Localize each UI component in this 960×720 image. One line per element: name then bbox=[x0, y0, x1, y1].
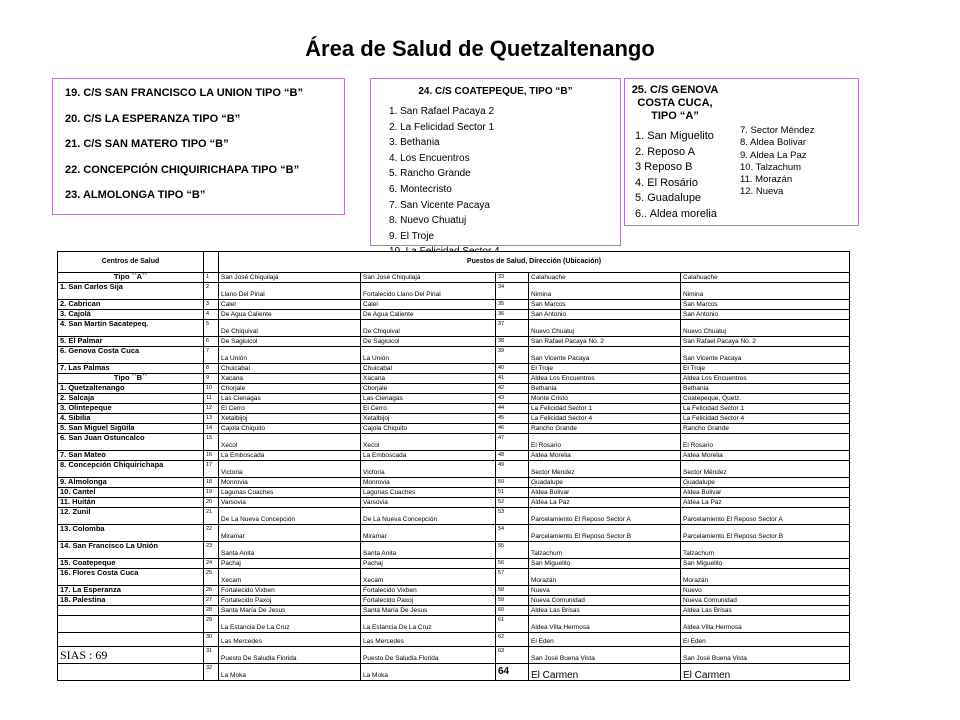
table-cell: El Carmen bbox=[681, 664, 850, 681]
list-item: 6.. Aldea morelia bbox=[635, 207, 717, 220]
table-cell: Chorjale bbox=[219, 384, 361, 394]
table-cell: San Marcos bbox=[681, 300, 850, 310]
list-item: 7. San Vicente Pacaya bbox=[389, 199, 490, 211]
list-item: 5. Guadalupe bbox=[635, 192, 702, 204]
table-cell: Xacana bbox=[361, 374, 496, 384]
health-center-cell: 1. San Carlos Sija bbox=[58, 283, 204, 300]
list-item: 10. Talzachum bbox=[740, 161, 802, 173]
type-label-cell: Tipo ``B`` bbox=[58, 374, 204, 384]
table-cell: Bethania bbox=[529, 384, 681, 394]
table-row bbox=[58, 337, 850, 347]
table-cell: Miramar bbox=[361, 525, 496, 542]
box-line: 23. ALMOLONGA TIPO “B” bbox=[65, 189, 206, 201]
table-row bbox=[58, 300, 850, 310]
table-row bbox=[58, 508, 850, 525]
table-cell: Nueva Comunidad bbox=[529, 596, 681, 606]
post-number-cell: 4 bbox=[204, 310, 219, 320]
post-number-cell: 6 bbox=[204, 337, 219, 347]
list-item: 6. Montecristo bbox=[389, 183, 452, 195]
post-number-cell: 10 bbox=[204, 384, 219, 394]
table-cell: Varsovia bbox=[219, 498, 361, 508]
table-cell: De Sagiuicol bbox=[361, 337, 496, 347]
table-cell: Chuicabal bbox=[219, 364, 361, 374]
post-number-cell: 11 bbox=[204, 394, 219, 404]
table-cell: Cajola Chiquito bbox=[361, 424, 496, 434]
column-header: Puestos de Salud, Dirección (Ubicación) bbox=[219, 252, 850, 273]
health-center-cell: 16. Flores Costa Cuca bbox=[58, 569, 204, 586]
table-cell: San Vicente Pacaya bbox=[681, 347, 850, 364]
table-cell: Aldea Las Brisas bbox=[681, 606, 850, 616]
box-header: 25. C/S GENOVA COSTA CUCA, TIPO “A” bbox=[631, 84, 719, 122]
table-row bbox=[58, 384, 850, 394]
table-cell: Fortalecido Vixben bbox=[219, 586, 361, 596]
table-row bbox=[58, 542, 850, 559]
table-row bbox=[58, 461, 850, 478]
post-number-cell: 1 bbox=[204, 273, 219, 283]
table-body bbox=[58, 273, 850, 681]
post-number-cell: 39 bbox=[496, 347, 529, 364]
health-center-cell: 14. San Francisco La Unión bbox=[58, 542, 204, 559]
table-cell: Aldea Morelia bbox=[529, 451, 681, 461]
post-number-cell: 54 bbox=[496, 525, 529, 542]
table-cell: Aldea Los Encuentros bbox=[681, 374, 850, 384]
health-center-cell: 3. Olintepeque bbox=[58, 404, 204, 414]
table-row bbox=[58, 347, 850, 364]
table-cell: De Chiquival bbox=[361, 320, 496, 337]
table-cell: El Cerro bbox=[219, 404, 361, 414]
box-header: 24. C/S COATEPEQUE, TIPO “B” bbox=[418, 86, 573, 97]
table-cell: Xecol bbox=[219, 434, 361, 451]
table-cell: Sector Mendez bbox=[529, 461, 681, 478]
table-cell: Aldea Villa Hermosa bbox=[529, 616, 681, 633]
box-item-list bbox=[371, 100, 620, 260]
table-cell: Varsovia bbox=[361, 498, 496, 508]
table-row bbox=[58, 586, 850, 596]
list-item: 2. Reposo A bbox=[635, 145, 695, 158]
table-cell: Rancho Grande bbox=[681, 424, 850, 434]
post-number-cell: 18 bbox=[204, 478, 219, 488]
box-line: 22. CONCEPCIÓN CHIQUIRICHAPA TIPO “B” bbox=[65, 163, 300, 176]
health-center-cell: 6. Genova Costa Cuca bbox=[58, 347, 204, 364]
table-row bbox=[58, 273, 850, 283]
box-right-list bbox=[740, 125, 814, 199]
post-number-cell: 41 bbox=[496, 374, 529, 384]
coatepeque-box bbox=[370, 78, 621, 246]
box-line: 20. C/S LA ESPERANZA TIPO “B” bbox=[65, 112, 241, 125]
table-cell: Las Mercedes bbox=[361, 633, 496, 647]
table-row bbox=[58, 498, 850, 508]
table-cell: Parcelamiento El Reposo Sector B bbox=[529, 525, 681, 542]
table-cell: San Rafael Pacaya No. 2 bbox=[529, 337, 681, 347]
table-cell: Las Cienagas bbox=[219, 394, 361, 404]
table-cell: Victoria bbox=[219, 461, 361, 478]
table-cell: San José Chiquilajá bbox=[219, 273, 361, 283]
table-cell: El Troje bbox=[529, 364, 681, 374]
table-cell: La Estancia De La Cruz bbox=[219, 616, 361, 633]
table-cell: Victoria bbox=[361, 461, 496, 478]
table-cell: Monrovia bbox=[219, 478, 361, 488]
list-item: 3 Reposo B bbox=[635, 161, 693, 173]
table-cell: San Marcos bbox=[529, 300, 681, 310]
box-left-list bbox=[635, 129, 717, 222]
table-cell: La Felicidad Sector 1 bbox=[529, 404, 681, 414]
table-cell: Aldea Los Encuentros bbox=[529, 374, 681, 384]
table-cell: Xecam bbox=[219, 569, 361, 586]
table-cell: Coatepeque, Quetz. bbox=[681, 394, 850, 404]
table-cell: La Moka bbox=[219, 664, 361, 681]
list-item: 4. El Rosário bbox=[635, 176, 698, 189]
table-cell: De La Nueva Concepción bbox=[361, 508, 496, 525]
post-number-cell: 52 bbox=[496, 498, 529, 508]
post-number-cell: 27 bbox=[204, 596, 219, 606]
table-cell: Parcelamiento El Reposo Sector A bbox=[529, 508, 681, 525]
table-cell: El Rosario bbox=[529, 434, 681, 451]
table-cell: De Agua Caliente bbox=[219, 310, 361, 320]
table-cell: Morazán bbox=[681, 569, 850, 586]
health-center-cell: 1. Quetzaltenango bbox=[58, 384, 204, 394]
post-number-cell: 44 bbox=[496, 404, 529, 414]
post-number-cell: 57 bbox=[496, 569, 529, 586]
table-cell: De La Nueva Concepción bbox=[219, 508, 361, 525]
post-number-cell: 28 bbox=[204, 606, 219, 616]
table-cell: Talzachum bbox=[529, 542, 681, 559]
table-cell: El Rosario bbox=[681, 434, 850, 451]
list-item: 4. Los Encuentros bbox=[389, 152, 470, 164]
table-cell: Chorjale bbox=[361, 384, 496, 394]
post-number-cell: 3 bbox=[204, 300, 219, 310]
table-cell: San Rafael Pacaya No. 2 bbox=[681, 337, 850, 347]
table-cell: San Antonio bbox=[529, 310, 681, 320]
table-cell: Fortalecido Vixben bbox=[361, 586, 496, 596]
table-row bbox=[58, 596, 850, 606]
health-center-cell: 5. San Miguel Sigüila bbox=[58, 424, 204, 434]
table-cell: De Agua Caliente bbox=[361, 310, 496, 320]
health-center-cell: 4. Sibilia bbox=[58, 414, 204, 424]
post-number-cell: 50 bbox=[496, 478, 529, 488]
box-line: 19. C/S SAN FRANCISCO LA UNION TIPO “B” bbox=[65, 87, 303, 99]
table-row bbox=[58, 434, 850, 451]
list-item: 1. San Rafael Pacaya 2 bbox=[389, 106, 495, 117]
table-cell: Pachaj bbox=[361, 559, 496, 569]
table-cell: Xecol bbox=[361, 434, 496, 451]
post-number-cell: 23 bbox=[204, 542, 219, 559]
table-row bbox=[58, 394, 850, 404]
table-cell: San Miguelito bbox=[529, 559, 681, 569]
table-row bbox=[58, 424, 850, 434]
post-number-cell: 35 bbox=[496, 300, 529, 310]
post-number-cell: 12 bbox=[204, 404, 219, 414]
post-number-cell: 64 bbox=[496, 664, 529, 681]
health-center-cell: 7. San Mateo bbox=[58, 451, 204, 461]
post-number-cell: 49 bbox=[496, 461, 529, 478]
post-number-cell: 38 bbox=[496, 337, 529, 347]
table-cell: La Moka bbox=[361, 664, 496, 681]
post-number-cell: 62 bbox=[496, 633, 529, 647]
post-number-cell: 51 bbox=[496, 488, 529, 498]
table-row bbox=[58, 404, 850, 414]
table-cell: Sector Méndez bbox=[681, 461, 850, 478]
table-cell: Santa Anita bbox=[219, 542, 361, 559]
table-cell: Lagunas Cuaches bbox=[361, 488, 496, 498]
table-cell: Fortalecido Llano Del Pinal bbox=[361, 283, 496, 300]
health-center-cell: 2. Cabrican bbox=[58, 300, 204, 310]
health-center-cell: 9. Almolonga bbox=[58, 478, 204, 488]
post-number-cell: 48 bbox=[496, 451, 529, 461]
health-center-cell: 2. Salcaja bbox=[58, 394, 204, 404]
table-cell: La Emboscada bbox=[361, 451, 496, 461]
table-row bbox=[58, 569, 850, 586]
post-number-cell: 34 bbox=[496, 283, 529, 300]
table-row bbox=[58, 374, 850, 384]
health-center-cell: 6. San Juan Ostuncalco bbox=[58, 434, 204, 451]
table-cell: Monrovia bbox=[361, 478, 496, 488]
post-number-cell: 15 bbox=[204, 434, 219, 451]
table-cell: La Unión bbox=[219, 347, 361, 364]
health-center-cell: 7. Las Palmas bbox=[58, 364, 204, 374]
health-center-cell: 11. Huitán bbox=[58, 498, 204, 508]
post-number-cell: 13 bbox=[204, 414, 219, 424]
post-number-cell: 36 bbox=[496, 310, 529, 320]
post-number-cell: 24 bbox=[204, 559, 219, 569]
table-cell: Aldea Bolivar bbox=[681, 488, 850, 498]
table-cell: Santa Anita bbox=[361, 542, 496, 559]
table-cell: Lagunas Cuaches bbox=[219, 488, 361, 498]
table-cell: Nuevo Chuatuj bbox=[681, 320, 850, 337]
post-number-cell: 53 bbox=[496, 508, 529, 525]
table-cell: Nuevo Chuatuj bbox=[529, 320, 681, 337]
sias-count: SIAS : 69 bbox=[58, 647, 204, 664]
table-cell: Miramar bbox=[219, 525, 361, 542]
post-number-cell: 58 bbox=[496, 586, 529, 596]
post-number-cell: 31 bbox=[204, 647, 219, 664]
table-cell: Aldea Morelia bbox=[681, 451, 850, 461]
table-cell: Calahuache bbox=[681, 273, 850, 283]
post-number-cell: 9 bbox=[204, 374, 219, 384]
health-center-cell: 12. Zunil bbox=[58, 508, 204, 525]
table-cell: Pachaj bbox=[219, 559, 361, 569]
table-cell: Nueva Comunidad bbox=[681, 596, 850, 606]
health-center-cell bbox=[58, 633, 204, 647]
table-row bbox=[58, 616, 850, 633]
table-cell: Calahuache bbox=[529, 273, 681, 283]
table-cell: Aldea Villa Hermosa bbox=[681, 616, 850, 633]
table-cell: Bethania bbox=[681, 384, 850, 394]
table-row bbox=[58, 451, 850, 461]
table-cell: Puesto De Saludla Florida bbox=[361, 647, 496, 664]
table-row bbox=[58, 320, 850, 337]
health-posts-table bbox=[57, 251, 850, 681]
table-cell: De Chiquival bbox=[219, 320, 361, 337]
table-cell: Monte Cristo bbox=[529, 394, 681, 404]
post-number-cell: 5 bbox=[204, 320, 219, 337]
table-cell: Guadalupe bbox=[681, 478, 850, 488]
table-row bbox=[58, 606, 850, 616]
post-number-cell: 45 bbox=[496, 414, 529, 424]
health-center-cell: 13. Colomba bbox=[58, 525, 204, 542]
table-cell: San José Buena Vista bbox=[529, 647, 681, 664]
table-cell: San José Chiquilajá bbox=[361, 273, 496, 283]
post-number-cell: 16 bbox=[204, 451, 219, 461]
post-number-cell: 47 bbox=[496, 434, 529, 451]
health-center-cell bbox=[58, 606, 204, 616]
table-cell: Fortalecido Paxoj bbox=[219, 596, 361, 606]
list-item: 3. Bethania bbox=[389, 137, 440, 149]
table-cell: La Unión bbox=[361, 347, 496, 364]
post-number-cell: 20 bbox=[204, 498, 219, 508]
table-cell: Xetalbijoj bbox=[361, 414, 496, 424]
table-row bbox=[58, 525, 850, 542]
column-header: Centros de Salud bbox=[58, 252, 204, 273]
health-center-cell: 8. Concepción Chiquirichapa bbox=[58, 461, 204, 478]
post-number-cell: 25 bbox=[204, 569, 219, 586]
health-center-cell: 4. San Martín Sacatepeq. bbox=[58, 320, 204, 337]
table-cell: Las Cienagas bbox=[361, 394, 496, 404]
health-center-cell: 10. Cantel bbox=[58, 488, 204, 498]
health-center-cell bbox=[58, 664, 204, 681]
table-cell: Cajola Chiquito bbox=[219, 424, 361, 434]
post-number-cell: 42 bbox=[496, 384, 529, 394]
table-cell: La Felicidad Sector 4 bbox=[681, 414, 850, 424]
table-cell: Parcelamiento El Reposo Sector A bbox=[681, 508, 850, 525]
table-cell: Las Mercedes bbox=[219, 633, 361, 647]
genova-box bbox=[624, 78, 859, 226]
table-cell: Talzachum bbox=[681, 542, 850, 559]
post-number-cell: 61 bbox=[496, 616, 529, 633]
table-cell: La Estancia De La Cruz bbox=[361, 616, 496, 633]
list-item: 8. Nuevo Chuatuj bbox=[389, 215, 467, 227]
table-cell: Guadalupe bbox=[529, 478, 681, 488]
table-cell: Rancho Grande bbox=[529, 424, 681, 434]
type-label-cell: Tipo ``A`` bbox=[58, 273, 204, 283]
table-row bbox=[58, 310, 850, 320]
table-cell: Xecam bbox=[361, 569, 496, 586]
table-row bbox=[58, 414, 850, 424]
table-cell: Nimina bbox=[681, 283, 850, 300]
table-row bbox=[58, 364, 850, 374]
table-header-row bbox=[58, 252, 850, 273]
table-cell: Puesto De Saludla Florida bbox=[219, 647, 361, 664]
table-cell: Aldea La Paz bbox=[681, 498, 850, 508]
list-item: 9. El Troje bbox=[389, 230, 435, 242]
post-number-cell: 2 bbox=[204, 283, 219, 300]
table-row bbox=[58, 664, 850, 681]
table-cell: Xacana bbox=[219, 374, 361, 384]
health-center-cell bbox=[58, 616, 204, 633]
table-cell: Nuevo bbox=[681, 586, 850, 596]
health-center-cell: 3. Cajolá bbox=[58, 310, 204, 320]
post-number-cell: 14 bbox=[204, 424, 219, 434]
list-item: 1. San Miguelito bbox=[635, 130, 714, 142]
page-title: Área de Salud de Quetzaltenango bbox=[305, 36, 655, 61]
post-number-cell: 17 bbox=[204, 461, 219, 478]
post-number-cell: 63 bbox=[496, 647, 529, 664]
table-row bbox=[58, 488, 850, 498]
health-centers-box-b bbox=[52, 78, 345, 215]
post-number-cell: 29 bbox=[204, 616, 219, 633]
health-center-cell: 15. Coatepeque bbox=[58, 559, 204, 569]
list-item: 7. Sector Méndez bbox=[740, 125, 815, 136]
post-number-cell: 40 bbox=[496, 364, 529, 374]
table-cell: El Eden bbox=[681, 633, 850, 647]
table-cell: San Vicente Pacaya bbox=[529, 347, 681, 364]
table-cell: El Cerro bbox=[361, 404, 496, 414]
table-cell: Chuicabal bbox=[361, 364, 496, 374]
post-number-cell: 37 bbox=[496, 320, 529, 337]
list-item: 2. La Felicidad Sector 1 bbox=[389, 121, 495, 133]
table-cell: La Felicidad Sector 4 bbox=[529, 414, 681, 424]
table-row bbox=[58, 559, 850, 569]
post-number-cell: 59 bbox=[496, 596, 529, 606]
health-center-cell: 17. La Esperanza bbox=[58, 586, 204, 596]
table-cell: San Antonio bbox=[681, 310, 850, 320]
table-cell: De Sagiuicol bbox=[219, 337, 361, 347]
box-line: 21. C/S SAN MATERO TIPO “B” bbox=[65, 138, 229, 150]
post-number-cell: 32 bbox=[204, 664, 219, 681]
table-cell: Nimina bbox=[529, 283, 681, 300]
post-number-cell: 60 bbox=[496, 606, 529, 616]
table-row bbox=[58, 283, 850, 300]
post-number-cell: 26 bbox=[204, 586, 219, 596]
table-cell: Aldea Las Brisas bbox=[529, 606, 681, 616]
table-cell: Nueva bbox=[529, 586, 681, 596]
post-number-cell: 22 bbox=[204, 525, 219, 542]
table-cell: El Carmen bbox=[529, 664, 681, 681]
table-row bbox=[58, 478, 850, 488]
column-header bbox=[204, 252, 219, 273]
table-cell: San Miguelito bbox=[681, 559, 850, 569]
list-item: 11. Morazán bbox=[740, 174, 793, 186]
post-number-cell: 30 bbox=[204, 633, 219, 647]
table-cell: Parcelamiento El Reposo Sector B bbox=[681, 525, 850, 542]
table-cell: La Felicidad Sector 1 bbox=[681, 404, 850, 414]
table-cell: Llano Del Pinal bbox=[219, 283, 361, 300]
table-cell: Fortalecido Paxoj bbox=[361, 596, 496, 606]
post-number-cell: 21 bbox=[204, 508, 219, 525]
table-cell: Aldea La Paz bbox=[529, 498, 681, 508]
list-item: 12. Nueva bbox=[740, 186, 784, 198]
table-row bbox=[58, 647, 850, 664]
post-number-cell: 43 bbox=[496, 394, 529, 404]
table-cell: Xetalbijoj bbox=[219, 414, 361, 424]
post-number-cell: 7 bbox=[204, 347, 219, 364]
post-number-cell: 8 bbox=[204, 364, 219, 374]
post-number-cell: 55 bbox=[496, 542, 529, 559]
table-cell: Aldea Bolivar bbox=[529, 488, 681, 498]
list-item: 9. Aldea La Paz bbox=[740, 149, 807, 161]
table-cell: Santa María De Jesus bbox=[361, 606, 496, 616]
post-number-cell: 19 bbox=[204, 488, 219, 498]
post-number-cell: 56 bbox=[496, 559, 529, 569]
health-center-cell: 18. Palestina bbox=[58, 596, 204, 606]
list-item: 5. Rancho Grande bbox=[389, 168, 471, 180]
table-row bbox=[58, 633, 850, 647]
table-cell: El Troje bbox=[681, 364, 850, 374]
table-cell: San José Buena Vista bbox=[681, 647, 850, 664]
table-cell: El Eden bbox=[529, 633, 681, 647]
list-item: 8. Aldea Bolivar bbox=[740, 137, 807, 149]
table-cell: La Emboscada bbox=[219, 451, 361, 461]
post-number-cell: 46 bbox=[496, 424, 529, 434]
table-cell: Calel bbox=[361, 300, 496, 310]
table-cell: Morazán bbox=[529, 569, 681, 586]
post-number-cell: 33 bbox=[496, 273, 529, 283]
table-cell: Calel bbox=[219, 300, 361, 310]
health-center-cell: 5. El Palmar bbox=[58, 337, 204, 347]
table-cell: Santa María De Jesus bbox=[219, 606, 361, 616]
